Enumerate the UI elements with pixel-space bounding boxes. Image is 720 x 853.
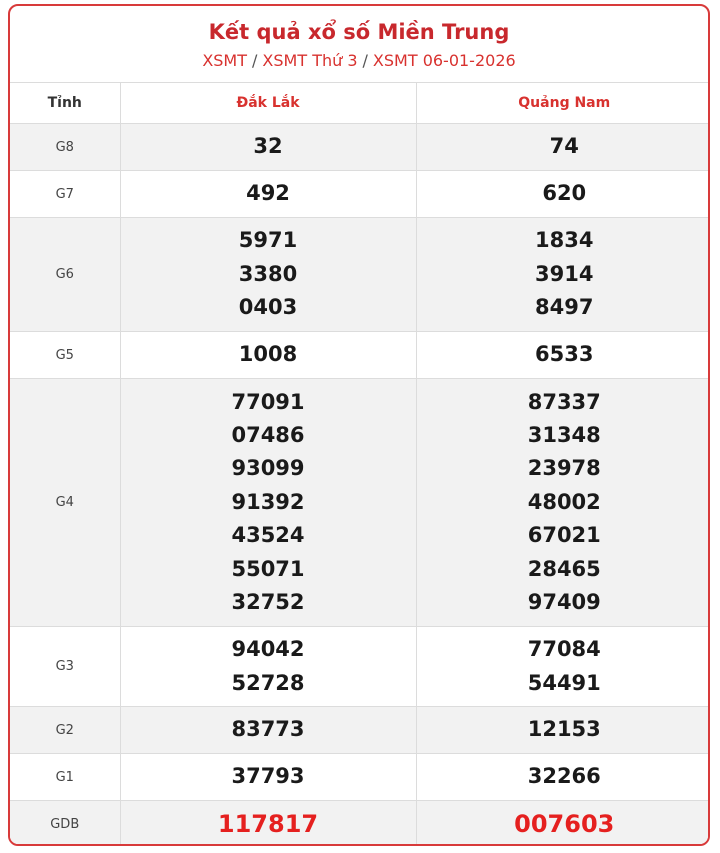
prize-number: 28465 <box>527 556 601 581</box>
prize-number: 83773 <box>231 717 305 742</box>
prize-number: 91392 <box>231 489 305 514</box>
prize-label: G3 <box>10 627 120 707</box>
prize-number: 74 <box>549 134 579 159</box>
table-row <box>10 754 710 801</box>
results-card <box>8 4 710 846</box>
prize-number: 94042 <box>231 637 305 662</box>
prize-label: GDB <box>10 801 120 847</box>
prize-number: 620 <box>542 181 587 206</box>
prize-number: 23978 <box>527 456 601 481</box>
prize-number: 32 <box>253 134 283 159</box>
prize-number: 32752 <box>231 590 305 615</box>
breadcrumb-link-xsmt[interactable]: XSMT <box>202 51 248 70</box>
prize-numbers-cell <box>416 707 710 754</box>
table-row <box>10 379 710 627</box>
prize-number: 43524 <box>231 523 305 548</box>
prize-number: 12153 <box>527 717 601 742</box>
prize-number: 77084 <box>527 637 601 662</box>
table-row <box>10 124 710 171</box>
prize-label: G7 <box>10 171 120 218</box>
table-row <box>10 801 710 847</box>
column-header-province[interactable]: Quảng Nam <box>416 83 710 124</box>
prize-number: 3380 <box>238 261 298 286</box>
prize-numbers-cell <box>416 379 710 627</box>
column-header-province[interactable]: Đắk Lắk <box>120 83 416 124</box>
breadcrumb-link-date[interactable]: XSMT 06-01-2026 <box>372 51 516 70</box>
prize-number: 93099 <box>231 456 305 481</box>
prize-number: 48002 <box>527 489 601 514</box>
prize-label: G1 <box>10 754 120 801</box>
results-body <box>10 124 710 847</box>
page-title: Kết quả xổ số Miền Trung <box>208 20 510 44</box>
prize-numbers-cell <box>416 171 710 218</box>
table-row <box>10 218 710 332</box>
prize-label: G2 <box>10 707 120 754</box>
prize-number: 52728 <box>231 670 305 695</box>
prize-label: G4 <box>10 379 120 627</box>
prize-number: 492 <box>246 181 290 206</box>
breadcrumb <box>10 51 708 71</box>
prize-numbers-cell <box>120 627 416 707</box>
prize-numbers-cell <box>120 801 416 847</box>
prize-number: 0403 <box>238 295 298 320</box>
prize-numbers-cell <box>120 171 416 218</box>
prize-label: G6 <box>10 218 120 332</box>
breadcrumb-separator: / <box>362 51 368 70</box>
results-header <box>10 6 708 83</box>
prize-numbers-cell <box>120 332 416 379</box>
table-row <box>10 707 710 754</box>
prize-numbers-cell <box>120 707 416 754</box>
breadcrumb-link-weekday[interactable]: XSMT Thứ 3 <box>262 51 358 70</box>
prize-number: 87337 <box>527 389 601 414</box>
prize-number: 37793 <box>231 764 305 789</box>
table-row <box>10 627 710 707</box>
prize-number: 55071 <box>231 556 305 581</box>
prize-number: 07486 <box>231 422 305 447</box>
prize-number: 67021 <box>527 523 601 548</box>
table-row <box>10 171 710 218</box>
prize-numbers-cell <box>416 218 710 332</box>
prize-numbers-cell <box>416 124 710 171</box>
prize-number: 1008 <box>238 342 298 367</box>
prize-number: 97409 <box>527 590 601 615</box>
special-prize-number: 007603 <box>514 809 615 838</box>
prize-number: 31348 <box>527 422 601 447</box>
prize-numbers-cell <box>120 124 416 171</box>
prize-numbers-cell <box>120 754 416 801</box>
prize-numbers-cell <box>120 218 416 332</box>
prize-numbers-cell <box>416 332 710 379</box>
table-header-row <box>10 83 710 124</box>
prize-numbers-cell <box>416 801 710 847</box>
prize-numbers-cell <box>416 754 710 801</box>
prize-number: 54491 <box>527 670 601 695</box>
prize-number: 77091 <box>231 389 305 414</box>
special-prize-number: 117817 <box>217 809 319 838</box>
column-header-province-label: Tỉnh <box>10 83 120 124</box>
prize-numbers-cell <box>120 379 416 627</box>
prize-numbers-cell <box>416 627 710 707</box>
prize-number: 5971 <box>238 228 298 253</box>
prize-number: 32266 <box>527 764 601 789</box>
prize-label: G8 <box>10 124 120 171</box>
table-row <box>10 332 710 379</box>
prize-number: 1834 <box>535 228 594 253</box>
prize-number: 6533 <box>535 342 594 367</box>
results-table <box>10 83 710 846</box>
prize-number: 3914 <box>535 261 594 286</box>
prize-number: 8497 <box>535 295 594 320</box>
prize-label: G5 <box>10 332 120 379</box>
breadcrumb-separator: / <box>252 51 258 70</box>
